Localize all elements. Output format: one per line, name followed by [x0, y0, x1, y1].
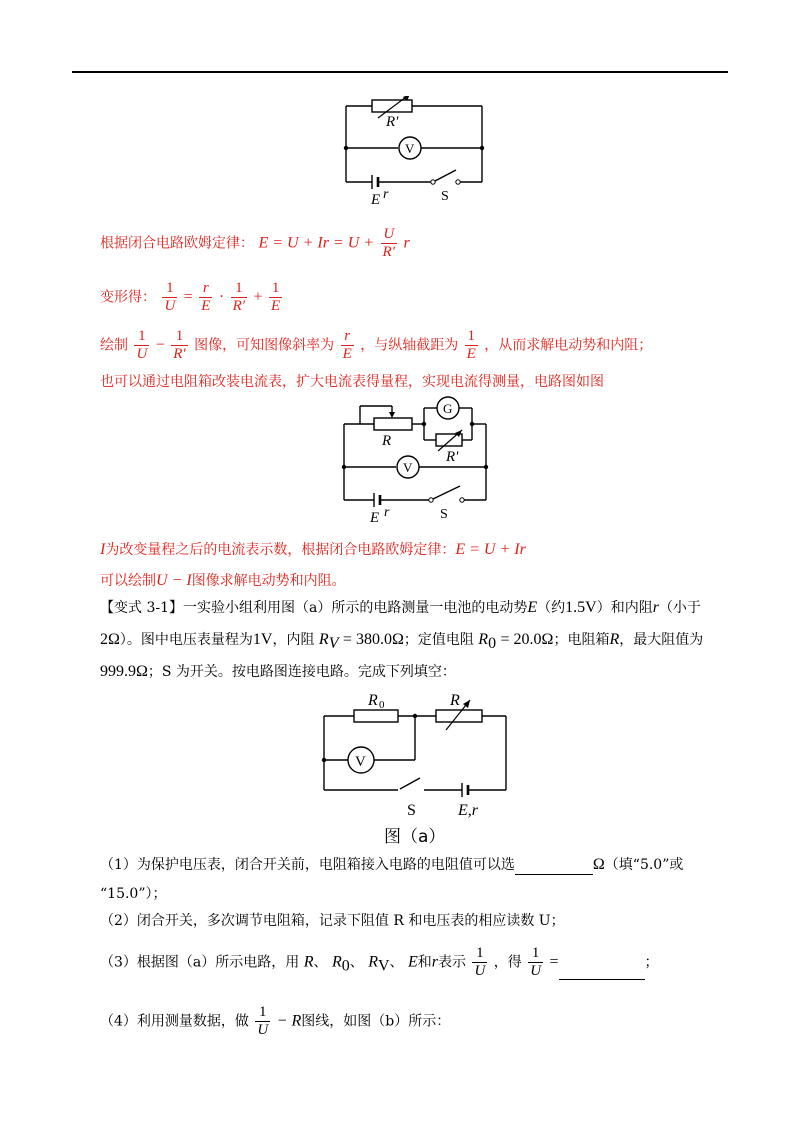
q3-and: 和 [417, 954, 432, 971]
q3-sep-1: 、 [313, 954, 328, 971]
problem-text-2b: ，内阻 [272, 632, 315, 648]
figure-a-caption: 图（a） [384, 827, 446, 847]
circuit-diagram-voltmeter [338, 96, 488, 208]
u-i-plot-line [100, 571, 346, 591]
var-r-box: R [609, 631, 620, 648]
minus-sign: − [155, 336, 165, 354]
answer-blank-3[interactable] [559, 965, 645, 980]
q3-sub-0: 0 [341, 957, 350, 975]
var-i: I [100, 541, 106, 558]
q3-sep-3: 、 [389, 954, 404, 971]
fraction-intercept: $\frac{1}{E}$ [466, 328, 476, 362]
q4-minus-r: − R [276, 1012, 302, 1030]
question-1-line-1 [100, 855, 683, 875]
q4-fraction-1-over-u: $\frac{1}{U}$ [257, 1004, 269, 1038]
label-emf: E [371, 192, 381, 208]
problem-text-2c: ；定值电阻 [403, 632, 474, 648]
question-1-text-a: （1）为保护电压表，闭合开关前，电阻箱接入电路的电阻值可以选 [100, 857, 515, 873]
label-voltmeter-a: V [355, 754, 366, 770]
problem-text-2e: ，最大阻值为 [619, 632, 704, 648]
label-battery-a: E,r [458, 802, 478, 819]
question-4-text-b: 图线，如图（b）所示： [301, 1013, 451, 1030]
q3-equals: = [549, 953, 559, 971]
current-definition-line [100, 540, 526, 560]
fraction-u-over-r: $\frac{U}{R'}$ [382, 226, 395, 260]
problem-line-1 [100, 598, 701, 618]
problem-line-2 [100, 630, 703, 654]
label-r-prime: R′ [386, 114, 399, 130]
fraction-1-over-r-prime: $\frac{1}{R'}$ [232, 280, 246, 314]
q3-sub-v: V [377, 957, 390, 975]
problem-tag: 【变式 3-1】 [100, 600, 183, 616]
label-r0-sub: 0 [379, 699, 385, 711]
circuit-diagram-ammeter [336, 394, 496, 526]
header-rule [72, 71, 728, 73]
plus-sign: + [253, 288, 263, 306]
value-1-5v: 1.5V [565, 599, 597, 616]
ohm-law-line [100, 226, 410, 261]
question-3-line [100, 945, 659, 980]
fraction-1-over-e: $\frac{1}{E}$ [271, 280, 281, 314]
figure-a-circuit [312, 688, 522, 828]
q3-var-r0: R [331, 953, 342, 971]
problem-text-2a: ）。图中电压表量程为 [119, 632, 253, 648]
transform-prefix: 变形得： [100, 289, 156, 306]
transform-line [100, 280, 284, 315]
problem-text-1b: （约 [537, 600, 566, 616]
label-switch: S [441, 189, 449, 204]
value-999-9-ohm: 999.9Ω [100, 663, 148, 680]
fraction-slope: $\frac{r}{E}$ [342, 328, 352, 362]
fraction-1-over-u: $\frac{1}{U}$ [164, 280, 176, 314]
value-r0: = 20.0Ω [500, 631, 554, 648]
var-r0: R [478, 631, 489, 648]
question-4-text-a: （4）利用测量数据，做 [100, 1013, 249, 1030]
var-rv: R [318, 631, 329, 648]
problem-text-2d: ；电阻箱 [553, 632, 610, 648]
question-1-text-b: （填“5.0”或 [604, 857, 684, 873]
question-4-line [100, 1004, 450, 1039]
ammeter-line: 也可以通过电阻箱改装电流表，扩大电流表得量程，实现电流得测量，电路图如图 [100, 374, 604, 390]
label-galvanometer: G [443, 401, 453, 416]
q3-var-r: R [303, 953, 314, 971]
sub-v: V [328, 634, 339, 652]
value-2-ohm: 2Ω [100, 631, 120, 648]
u-i-text-2: 图像求解电动势和内阻。 [191, 573, 346, 589]
label-r0-symbol: R [368, 692, 378, 709]
problem-text-3: ；S 为开关。按电路图连接电路。完成下列填空： [147, 664, 456, 680]
plot-text-4: ，从而求解电动势和内阻； [484, 337, 653, 354]
equals-sign: = [183, 288, 193, 306]
fraction-r-over-e: $\frac{r}{E}$ [201, 280, 211, 314]
unit-ohm: Ω [592, 856, 605, 873]
label-box-r-prime: R′ [446, 449, 459, 465]
var-r: r [652, 599, 659, 616]
label-r-box: R [450, 692, 460, 709]
question-1-line-2: “15.0”）； [100, 886, 167, 902]
q3-var-e: E [407, 953, 418, 971]
label-internal-r: r [383, 187, 389, 202]
q3-sep-2: 、 [349, 954, 364, 971]
plot-line [100, 328, 652, 363]
equation-e-u-ir: E = U + Ir [455, 541, 526, 558]
value-1v: 1V [252, 631, 273, 648]
label-emf-2: E [370, 510, 380, 526]
label-rheostat-r: R [382, 433, 392, 449]
label-voltmeter: V [405, 141, 415, 156]
label-voltmeter-2: V [403, 460, 413, 475]
label-switch-a: S [407, 802, 416, 819]
ohm-law-equation: E = U + Ir = U + [258, 234, 375, 252]
answer-blank-1[interactable] [515, 860, 593, 875]
plot-text-3: ，与纵轴截距为 [360, 337, 459, 354]
var-e: E [527, 599, 538, 616]
current-definition-text: 为改变量程之后的电流表示数，根据闭合电路欧姆定律： [105, 542, 456, 558]
label-internal-r-2: r [384, 505, 390, 520]
problem-line-3 [100, 662, 456, 682]
plot-text-1: 绘制 [100, 337, 128, 354]
value-rv: = 380.0Ω [342, 631, 404, 648]
plot-text-2: 图像，可知图像斜率为 [194, 337, 335, 354]
q3-end: ； [644, 954, 659, 971]
label-switch-2: S [440, 507, 448, 522]
question-3-text-a: （3）根据图（a）所示电路，用 [100, 954, 300, 971]
q3-fraction-1-over-u-2: $\frac{1}{U}$ [530, 945, 542, 979]
ohm-law-tail: r [403, 234, 410, 252]
fraction-plot-1-over-u: $\frac{1}{U}$ [136, 328, 148, 362]
problem-text-1c: ）和内阻 [596, 600, 653, 616]
q3-var-rv: R [368, 953, 378, 971]
question-3-text-c: ，得 [493, 954, 522, 971]
problem-text-1a: 一实验小组利用图（a）所示的电路测量一电池的电动势 [183, 600, 528, 616]
u-i-text-1: 可以绘制 [100, 573, 156, 589]
problem-text-1d: （小于 [658, 600, 701, 616]
fraction-plot-1-over-r-prime: $\frac{1}{R'}$ [173, 328, 186, 362]
u-minus-i: U − I [156, 572, 192, 589]
dot-sign: · [218, 288, 225, 306]
question-2-line: （2）闭合开关，多次调节电阻箱，记录下阻值 R 和电压表的相应读数 U； [100, 913, 565, 929]
q3-var-small-r: r [431, 953, 438, 971]
ohm-law-prefix: 根据闭合电路欧姆定律： [100, 235, 254, 252]
q3-fraction-1-over-u: $\frac{1}{U}$ [474, 945, 486, 979]
sub-0: 0 [488, 634, 497, 652]
question-3-text-b: 表示 [438, 954, 466, 971]
